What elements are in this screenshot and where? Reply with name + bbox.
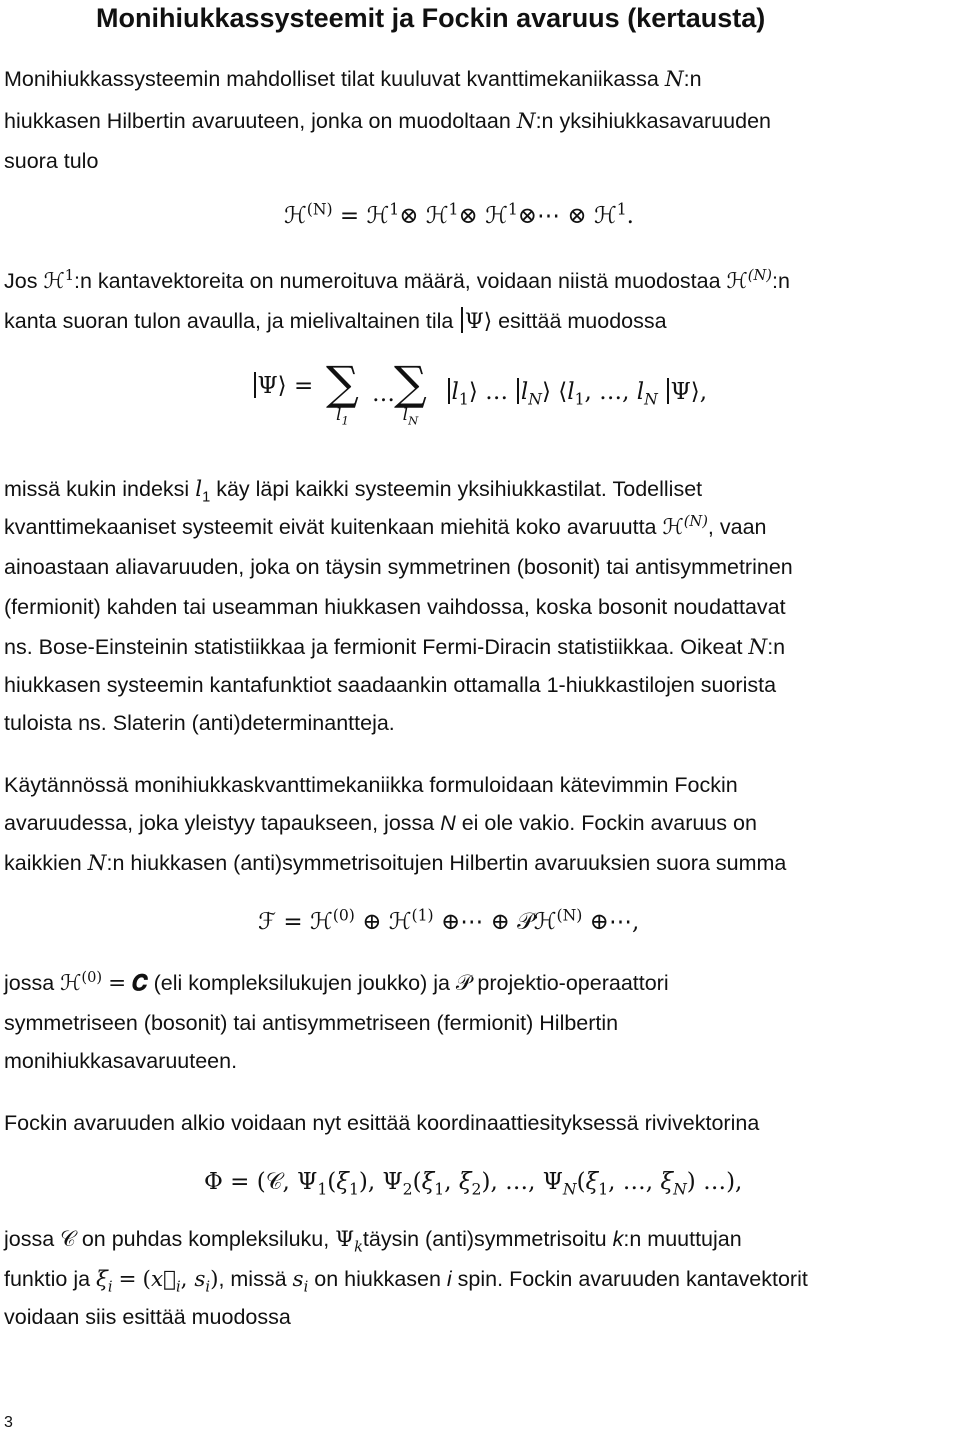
p4-line-2: avaruudessa, joka yleistyy tapaukseen, jossa N ei ole vakio. Fockin avaruus on [4,811,757,835]
p1-line-3: suora tulo [4,149,99,173]
sum-lN: ∑ $l_N$ [394,356,427,428]
p3-line-6: hiukkasen systeemin kantafunktiot saadaankin ottamalla 1-hiukkastilojen suorista [4,673,777,697]
p1-line-1: Monihiukkassysteemin mahdolliset tilat kuuluvat kvanttimekaniikassa N:n [4,67,702,92]
p3-line-3: ainoastaan aliavaruuden, joka on täysin symmetrinen (bosonit) tai antisymmetrinen [4,555,793,579]
page-title: Monihiukkassysteemit ja Fockin avaruus (kertausta) [96,3,766,33]
p5-line-2: symmetriseen (bosonit) tai antisymmetriseen (fermionit) Hilbertin [4,1011,619,1035]
p3-line-7: tuloista ns. Slaterin (anti)determinantteja. [4,711,395,735]
p7-line-1: jossa 𝒞 on puhdas kompleksiluku, $\Psi_ktäysin$ (anti)symmetrisoitu k:n muuttujan [4,1227,742,1256]
p5-line-3: monihiukkasavaruuteen. [4,1049,238,1073]
p3-line-2: kvanttimekaaniset systeemit eivät kuitenkaan miehitä koko avaruutta ℋ$^{(N)}$, vaan [4,512,767,540]
equation-kets-bra: $l_1⟩$ … $l_N⟩$ $⟨l_1$, …, $l_N$ Ψ⟩, [446,376,707,408]
p2-line-1: Jos ℋ$^1$:n kantavektoreita on numeroituva määrä, voidaan niistä muodostaa ℋ$^{(N)}$:n [4,266,790,294]
p7-line-3: voidaan siis esittää muodossa [4,1305,291,1329]
equation-basis-expansion: Ψ⟩ = [252,370,313,402]
page-number: 3 [4,1414,13,1431]
p4-line-1: Käytännössä monihiukkaskvanttimekaniikka formuloidaan kätevimmin Fockin [4,773,738,797]
equation-tensor-product: ℋ$^{(N)}$ = ℋ$^1$⊗ ℋ$^1$⊗ ℋ$^1$⊗⋯ ⊗ ℋ$^1$. [284,199,634,229]
p4-line-3: kaikkien N:n hiukkasen (anti)symmetrisoitujen Hilbertin avaruuksien suora summa [4,851,787,876]
sum-ellipsis: … [372,381,395,407]
p2-line-2: kanta suoran tulon avaulla, ja mielivaltainen tila Ψ⟩ esittää muodossa [4,309,667,334]
sum-l1: ∑ $l_1$ [326,356,359,428]
p1-line-2: hiukkasen Hilbertin avaruuteen, jonka on muodoltaan N:n yksihiukkasavaruuden [4,109,772,134]
p3-line-1: missä kukin indeksi $l_1$ käy läpi kaikki systeemin yksihiukkastilat. Todelliset [4,477,703,506]
p5-line-1: jossa ℋ$^{(0)}$ = 𝑪 (eli kompleksilukujen joukko) ja 𝒫 projektio-operaattori [4,968,669,996]
p7-line-2: funktio ja $\xi_i$ = ($x⃗_i$, $s_i$), missä $s_i$ on hiukkasen i spin. Fockin avaruuden kantavektorit [4,1267,808,1296]
equation-row-vector: Φ = (𝒞, $\Psi_1(\xi_1)$, $\Psi_2(\xi_1$, $\xi_2$), …, $\Psi_N(\xi_1$, …, $\xi_N$) …), [204,1169,743,1199]
p6-line-1: Fockin avaruuden alkio voidaan nyt esittää koordinaattiesityksessä rivivektorina [4,1111,760,1135]
equation-fock-space: ℱ = ℋ$^{(0)}$ ⊕ ℋ$^{(1)}$ ⊕⋯ ⊕ 𝒫ℋ$^{(N)}$ ⊕⋯, [258,905,640,935]
p3-line-4: (fermionit) kahden tai useamman hiukkasen vaihdossa, koska bosonit noudattavat [4,595,786,619]
p3-line-5: ns. Bose-Einsteinin statistiikkaa ja fermionit Fermi-Diracin statistiikkaa. Oikeat N:n [4,635,786,660]
